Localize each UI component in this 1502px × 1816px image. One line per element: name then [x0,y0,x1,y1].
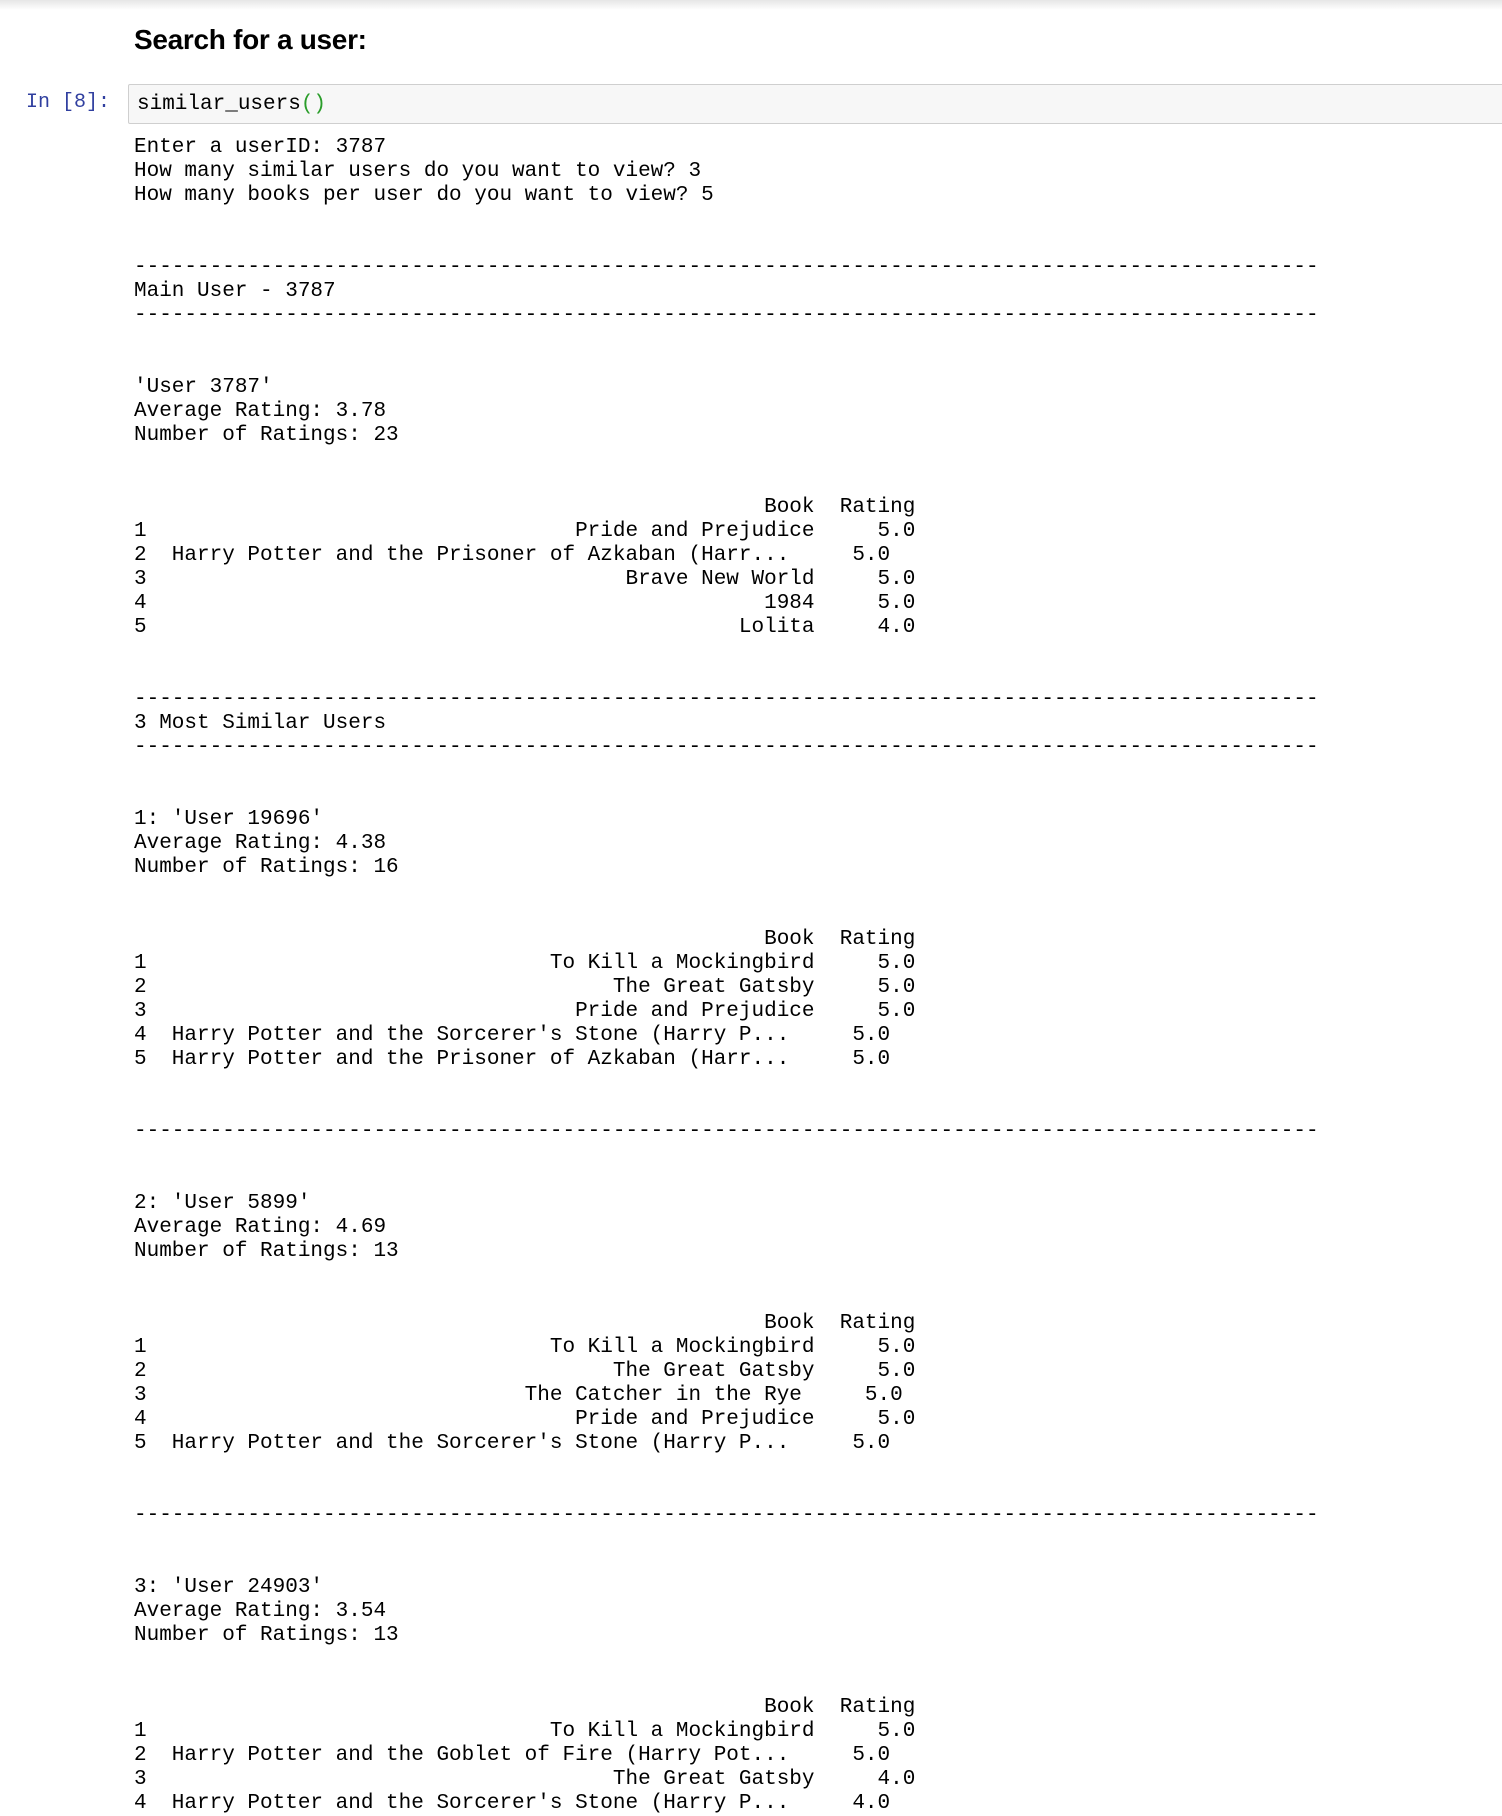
section-heading: Search for a user: [134,24,367,55]
cell-output: Enter a userID: 3787 How many similar users do you want to view? 3 How many books per user do you want to view? 5 ---------------------------------------------------------------------------------------------- Main User - 3787 ---------------------------------------------------------------------------------------------- 'User 3787' Average Rating: 3.78 Number of Ratings: 23 Book Rating 1 Pride and Prejudice 5.0 2 Harry Potter and the Prisoner of Azkaban (Harr... 5.0 3 Brave New World 5.0 4 1984 5.0 5 Lolita 4.0 ---------------------------------------------------------------------------------------------- 3 Most Similar Users ---------------------------------------------------------------------------------------------- 1: 'User 19696' Average Rating: 4.38 Number of Ratings: 16 Book Rating 1 To Kill a Mockingbird 5.0 2 The Great Gatsby 5.0 3 Pride and Prejudice 5.0 4 Harry Potter and the Sorcerer's Stone (Harry P... 5.0 5 Harry Potter and the Prisoner of Azkaban (Harr... 5.0 ---------------------------------------------------------------------------------------------- 2: 'User 5899' Average Rating: 4.69 Number of Ratings: 13 Book Rating 1 To Kill a Mockingbird 5.0 2 The Great Gatsby 5.0 3 The Catcher in the Rye 5.0 4 Pride and Prejudice 5.0 5 Harry Potter and the Sorcerer's Stone (Harry P... 5.0 ---------------------------------------------------------------------------------------------- 3: 'User 24903' Average Rating: 3.54 Number of Ratings: 13 Book Rating 1 To Kill a Mockingbird 5.0 2 Harry Potter and the Goblet of Fire (Harry Pot... 5.0 3 The Great Gatsby 4.0 4 Harry Potter and the Sorcerer's Stone (Harry P... 4.0 [134,136,1319,1815]
cell-prompt: In [8]: [26,91,111,114]
code-parens: () [300,93,327,116]
code-input-cell[interactable] [128,84,1502,124]
toolbar-shadow [0,0,1502,10]
code-line[interactable] [137,90,326,120]
code-function: similar_users [137,93,301,116]
